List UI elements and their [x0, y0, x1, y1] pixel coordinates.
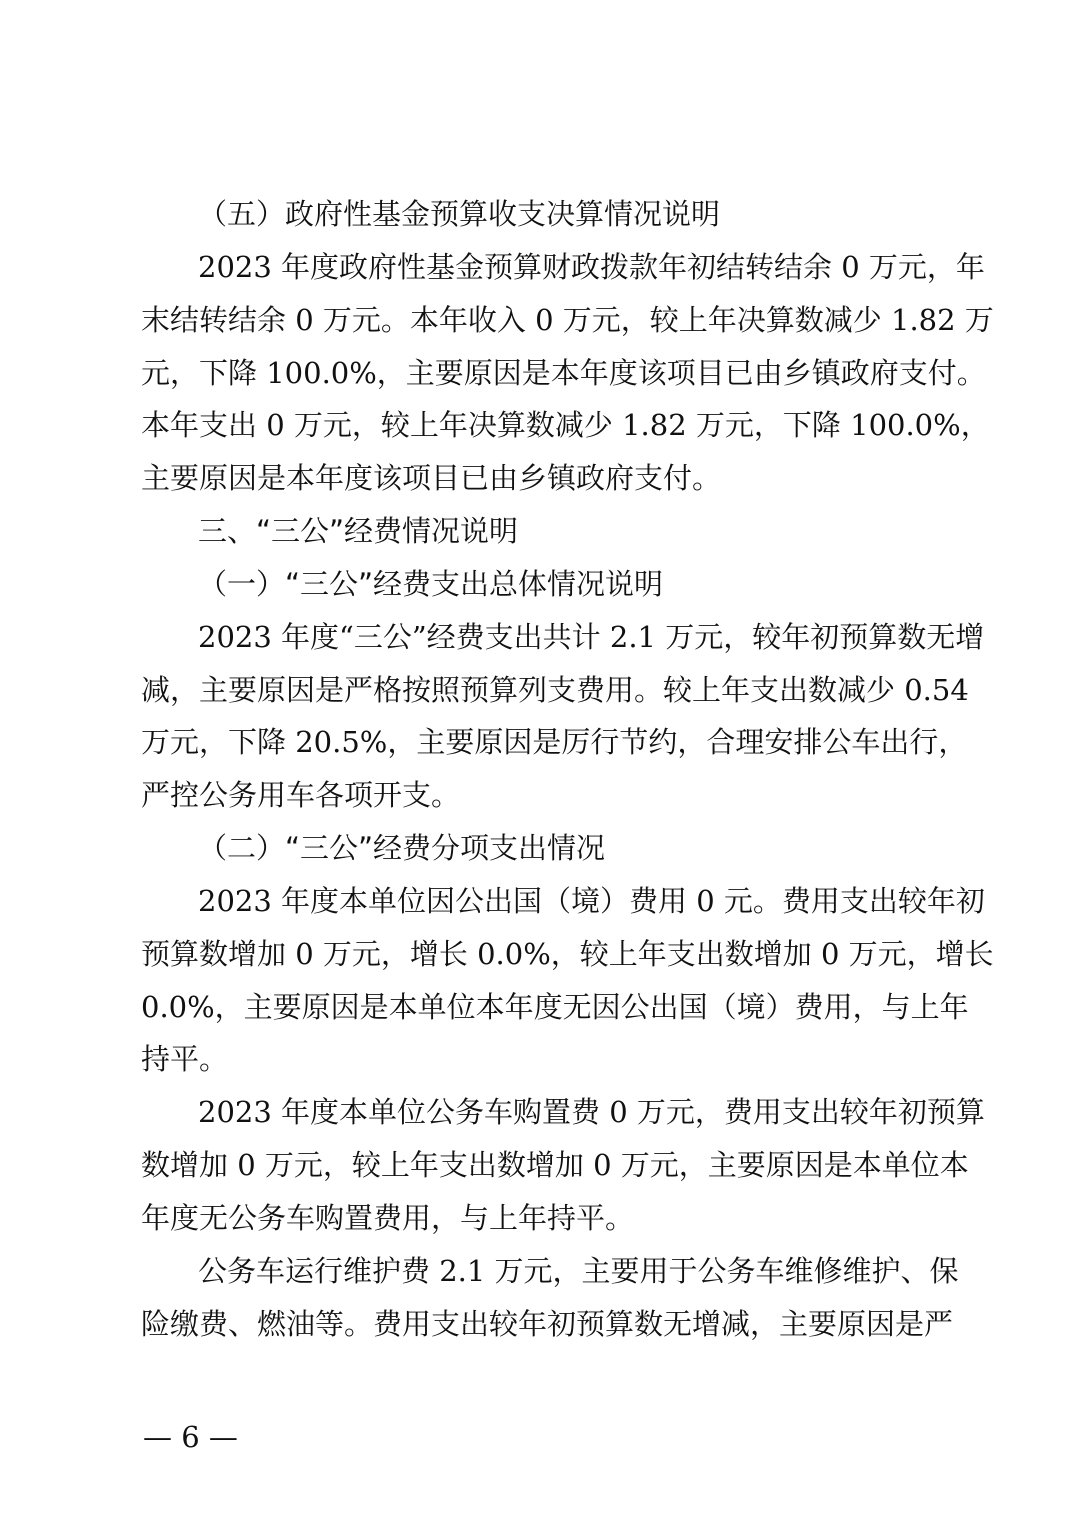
paragraph-line: 减，主要原因是严格按照预算列支费用。较上年支出数减少 0.54: [141, 673, 969, 707]
paragraph-line: 持平。: [141, 1042, 229, 1076]
paragraph-line: 预算数增加 0 万元，增长 0.0%，较上年支出数增加 0 万元，增长: [141, 937, 994, 971]
paragraph-line: 2023 年度“三公”经费支出共计 2.1 万元，较年初预算数无增: [198, 620, 985, 654]
paragraph-line: 0.0%，主要原因是本单位本年度无因公出国（境）费用，与上年: [141, 990, 969, 1024]
paragraph-line: 本年支出 0 万元，较上年决算数减少 1.82 万元，下降 100.0%，: [141, 408, 990, 442]
section-heading-government-fund: （五）政府性基金预算收支决算情况说明: [198, 197, 721, 231]
paragraph-line: 年度无公务车购置费用，与上年持平。: [141, 1201, 635, 1235]
paragraph-line: 2023 年度本单位公务车购置费 0 万元，费用支出较年初预算: [198, 1095, 985, 1129]
subsection-heading-itemized: （二）“三公”经费分项支出情况: [198, 831, 606, 865]
subsection-heading-overall: （一）“三公”经费支出总体情况说明: [198, 567, 664, 601]
page-number: — 6 —: [143, 1420, 238, 1454]
paragraph-line: 数增加 0 万元，较上年支出数增加 0 万元，主要原因是本单位本: [141, 1148, 969, 1182]
paragraph-line: 末结转结余 0 万元。本年收入 0 万元，较上年决算数减少 1.82 万: [141, 303, 994, 337]
section-heading-three-public: 三、“三公”经费情况说明: [198, 514, 519, 548]
paragraph-line: 万元，下降 20.5%，主要原因是厉行节约，合理安排公车出行，: [141, 725, 968, 759]
paragraph-line: 公务车运行维护费 2.1 万元，主要用于公务车维修维护、保: [198, 1254, 959, 1288]
paragraph-line: 严控公务用车各项开支。: [141, 778, 461, 812]
paragraph-line: 元，下降 100.0%，主要原因是本年度该项目已由乡镇政府支付。: [141, 356, 986, 390]
paragraph-line: 2023 年度政府性基金预算财政拨款年初结转结余 0 万元，年: [198, 250, 985, 284]
paragraph-line: 险缴费、燃油等。费用支出较年初预算数无增减，主要原因是严: [141, 1307, 954, 1341]
paragraph-line: 2023 年度本单位因公出国（境）费用 0 元。费用支出较年初: [198, 884, 985, 918]
paragraph-line: 主要原因是本年度该项目已由乡镇政府支付。: [141, 461, 722, 495]
